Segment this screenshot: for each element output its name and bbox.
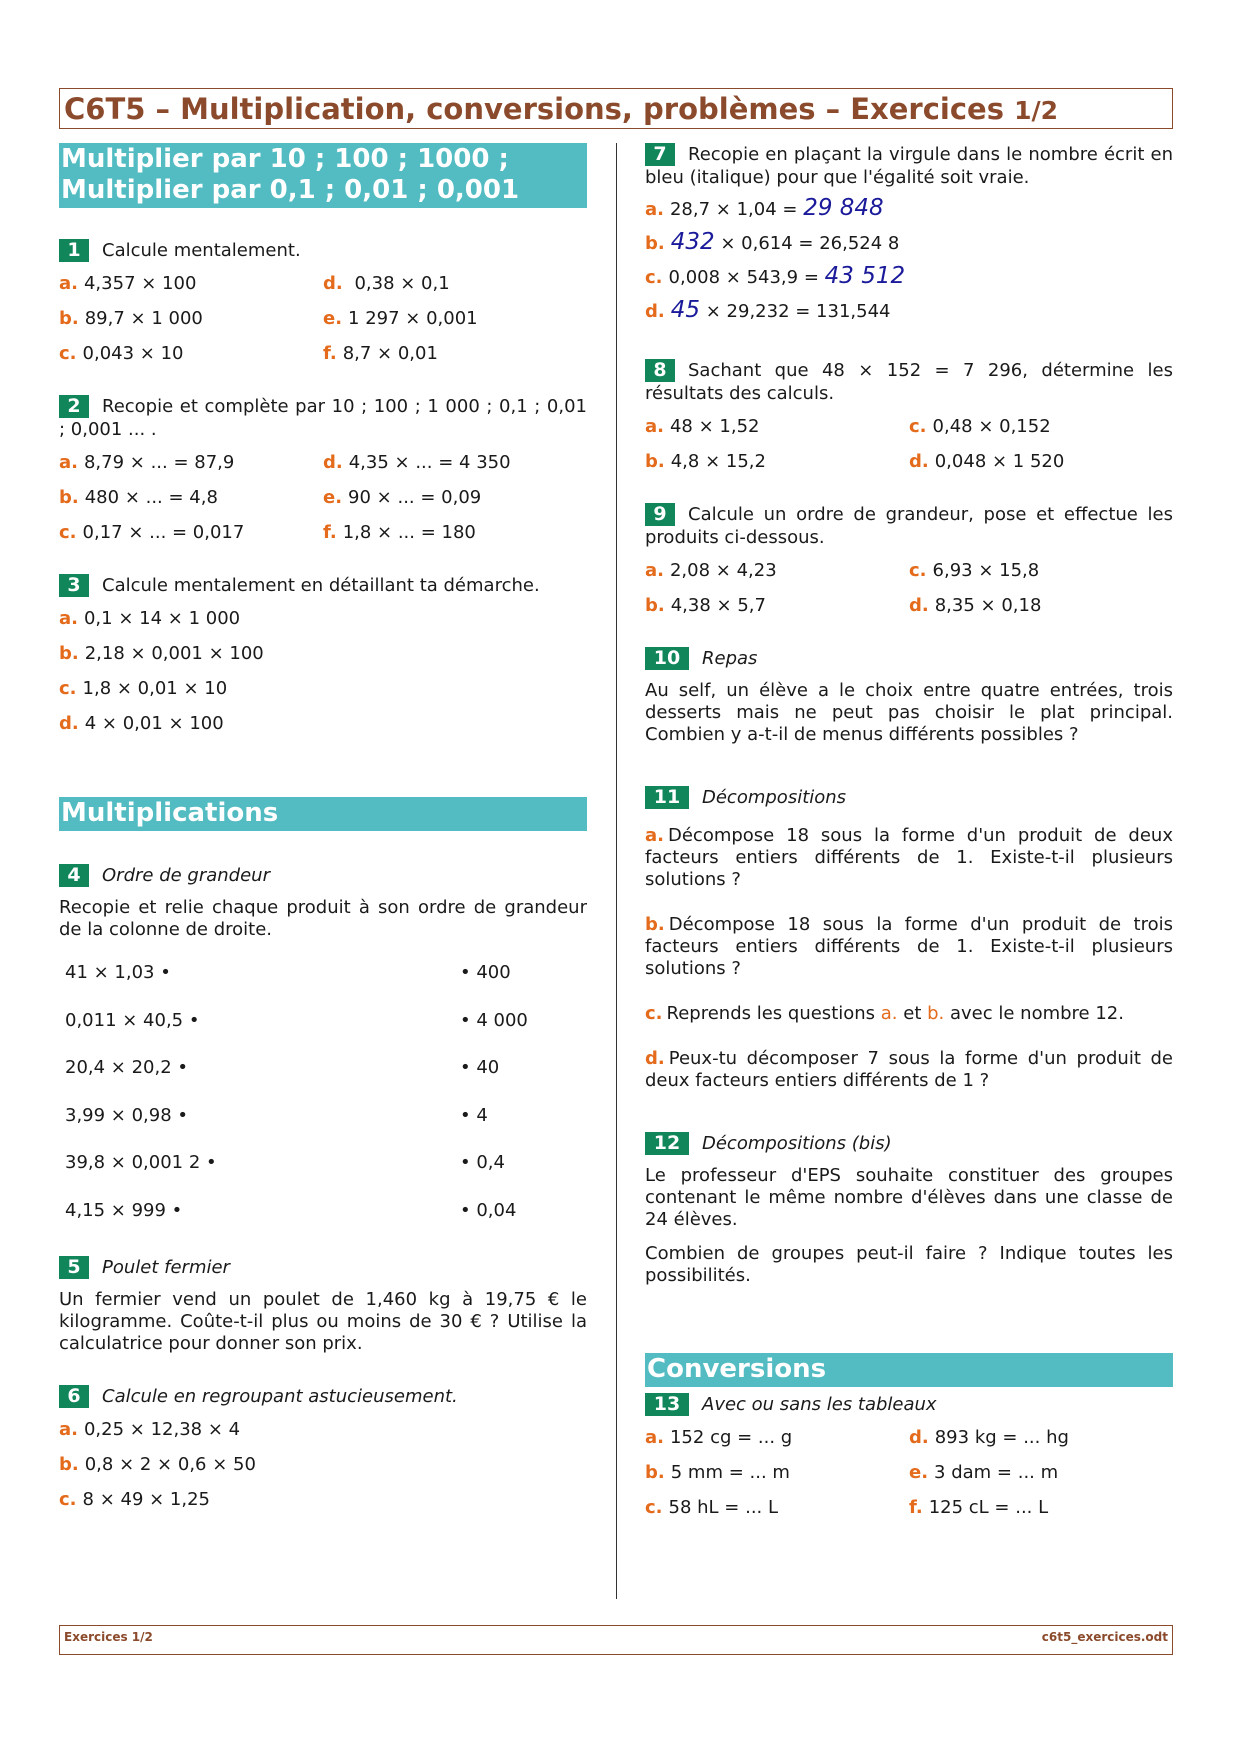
page-title: C6T5 – Multiplication, conversions, problèmes – Exercices 1/2 (64, 92, 1058, 126)
exercise-number: 1 (59, 239, 89, 262)
exercise-question: d. Peux-tu décomposer 7 sous la forme d'un produit de deux facteurs entiers différents de 1 ? (645, 1048, 1173, 1091)
exercise-title: Calcule mentalement en détaillant ta démarche. (102, 575, 540, 596)
list-item: c. 0,008 × 543,9 = 43 512 (645, 263, 906, 289)
exercise-number: 8 (645, 359, 675, 382)
exercise-title: Ordre de grandeur (102, 865, 270, 886)
list-item: a. 8,79 × ... = 87,9 (59, 452, 235, 473)
exercise-title: Décompositions (bis) (702, 1133, 892, 1154)
exercise-text: Recopie et relie chaque produit à son ordre de grandeur de la colonne de droite. (59, 897, 587, 940)
list-item: a. 0,1 × 14 × 1 000 (59, 608, 241, 629)
exercise-number: 2 (59, 395, 89, 418)
exercise-3 (59, 574, 587, 735)
match-left-item: 39,8 × 0,001 2 • (65, 1152, 217, 1173)
list-item: c. 0,043 × 10 (59, 343, 184, 364)
footer-filename: c6t5_exercices.odt (1041, 1630, 1168, 1644)
exercise-text: Combien de groupes peut-il faire ? Indique toutes les possibilités. (645, 1243, 1173, 1286)
exercise-text: Un fermier vend un poulet de 1,460 kg à 19,75 € le kilogramme. Coûte-t-il plus ou moins de 30 € ? Utilise la calculatrice pour donner son prix. (59, 1289, 587, 1354)
match-right-item: • 4 (460, 1105, 488, 1126)
exercise-number: 4 (59, 864, 89, 887)
match-right-item: • 400 (460, 962, 511, 983)
list-item: b. 0,8 × 2 × 0,6 × 50 (59, 1454, 256, 1475)
exercise-title: Poulet fermier (102, 1257, 230, 1278)
list-item: d. 4,35 × ... = 4 350 (323, 452, 511, 473)
exercise-8 (645, 359, 1173, 473)
section-title-multiplier: Multiplier par 10 ; 100 ; 1000 ; Multiplier par 0,1 ; 0,01 ; 0,001 (59, 143, 587, 208)
list-item: f. 125 cL = ... L (909, 1497, 1049, 1518)
exercise-text: Au self, un élève a le choix entre quatre entrées, trois desserts mais ne peut pas choisir le plat principal. Combien y a-t-il de menus différents possibles ? (645, 680, 1173, 745)
list-item: c. 0,17 × ... = 0,017 (59, 522, 245, 543)
list-item: a. 0,25 × 12,38 × 4 (59, 1419, 241, 1440)
list-item: d. 8,35 × 0,18 (909, 595, 1042, 616)
exercise-title: Calcule en regroupant astucieusement. (102, 1386, 458, 1407)
right-column (645, 143, 1173, 1519)
list-item: b. 480 × ... = 4,8 (59, 487, 218, 508)
match-left-item: 0,011 × 40,5 • (65, 1010, 200, 1031)
exercise-title: Avec ou sans les tableaux (702, 1394, 937, 1415)
match-left-item: 3,99 × 0,98 • (65, 1105, 189, 1126)
exercise-title: Recopie et complète par 10 ; 100 ; 1 000 ; 0,1 ; 0,01 ; 0,001 ... . (59, 396, 587, 440)
page-footer (59, 1625, 1173, 1655)
exercise-2 (59, 395, 587, 544)
exercise-number: 12 (645, 1132, 689, 1155)
exercise-5 (59, 1256, 587, 1355)
list-item: e. 90 × ... = 0,09 (323, 487, 482, 508)
exercise-number: 9 (645, 503, 675, 526)
match-left-item: 20,4 × 20,2 • (65, 1057, 189, 1078)
exercise-4 (59, 864, 587, 1221)
exercise-number: 6 (59, 1385, 89, 1408)
list-item: d. 893 kg = ... hg (909, 1427, 1069, 1448)
exercise-11 (645, 786, 1173, 1092)
exercise-9 (645, 503, 1173, 617)
exercise-number: 7 (645, 143, 675, 166)
footer-left: Exercices 1/2 (64, 1630, 153, 1644)
section-title-multiplications: Multiplications (59, 797, 587, 831)
exercise-6 (59, 1385, 587, 1511)
list-item: a. 28,7 × 1,04 = 29 848 (645, 195, 884, 221)
list-item: c. 6,93 × 15,8 (909, 560, 1040, 581)
list-item: b. 432 × 0,614 = 26,524 8 (645, 229, 900, 255)
list-item: d. 4 × 0,01 × 100 (59, 713, 224, 734)
list-item: d. 0,048 × 1 520 (909, 451, 1065, 472)
list-item: a. 4,357 × 100 (59, 273, 197, 294)
exercise-number: 5 (59, 1256, 89, 1279)
exercise-title: Calcule un ordre de grandeur, pose et effectue les produits ci-dessous. (645, 504, 1173, 548)
exercise-question: c. Reprends les questions a. et b. avec le nombre 12. (645, 1003, 1124, 1024)
list-item: c. 0,48 × 0,152 (909, 416, 1051, 437)
exercise-12 (645, 1132, 1173, 1287)
exercise-number: 10 (645, 647, 689, 670)
exercise-title: Calcule mentalement. (102, 240, 301, 261)
match-left-item: 4,15 × 999 • (65, 1200, 183, 1221)
exercise-number: 13 (645, 1393, 689, 1416)
column-divider (616, 143, 617, 1599)
list-item: d. 0,38 × 0,1 (323, 273, 450, 294)
exercise-title: Sachant que 48 × 152 = 7 296, détermine les résultats des calculs. (645, 360, 1173, 404)
match-right-item: • 0,4 (460, 1152, 505, 1173)
list-item: b. 5 mm = ... m (645, 1462, 790, 1483)
exercise-question: b. Décompose 18 sous la forme d'un produit de trois facteurs entiers différents de 1. Existe-t-il plusieurs solutions ? (645, 914, 1173, 979)
list-item: d. 45 × 29,232 = 131,544 (645, 297, 891, 323)
matching-list (59, 947, 587, 1221)
left-column (59, 143, 587, 1511)
match-left-item: 41 × 1,03 • (65, 962, 171, 983)
exercise-10 (645, 647, 1173, 746)
exercise-number: 11 (645, 786, 689, 809)
list-item: c. 8 × 49 × 1,25 (59, 1489, 211, 1510)
section-title-conversions: Conversions (645, 1353, 1173, 1387)
exercise-title: Repas (702, 648, 758, 669)
list-item: a. 48 × 1,52 (645, 416, 760, 437)
exercise-title: Recopie en plaçant la virgule dans le nombre écrit en bleu (italique) pour que l'égalité soit vraie. (645, 144, 1173, 188)
list-item: a. 152 cg = ... g (645, 1427, 793, 1448)
list-item: b. 4,8 × 15,2 (645, 451, 766, 472)
exercise-text: Le professeur d'EPS souhaite constituer des groupes contenant le même nombre d'élèves dans une classe de 24 élèves. (645, 1165, 1173, 1230)
list-item: f. 8,7 × 0,01 (323, 343, 438, 364)
exercise-number: 3 (59, 574, 89, 597)
exercise-13 (645, 1393, 1173, 1519)
list-item: b. 2,18 × 0,001 × 100 (59, 643, 264, 664)
match-right-item: • 4 000 (460, 1010, 528, 1031)
list-item: b. 89,7 × 1 000 (59, 308, 203, 329)
list-item: c. 1,8 × 0,01 × 10 (59, 678, 228, 699)
page-header (59, 88, 1173, 129)
exercise-7 (645, 143, 1173, 323)
exercise-question: a. Décompose 18 sous la forme d'un produit de deux facteurs entiers différents de 1. Existe-t-il plusieurs solutions ? (645, 825, 1173, 890)
exercise-1 (59, 239, 587, 365)
list-item: e. 1 297 × 0,001 (323, 308, 478, 329)
exercise-title: Décompositions (702, 787, 847, 808)
list-item: e. 3 dam = ... m (909, 1462, 1059, 1483)
list-item: a. 2,08 × 4,23 (645, 560, 777, 581)
list-item: c. 58 hL = ... L (645, 1497, 779, 1518)
match-right-item: • 0,04 (460, 1200, 517, 1221)
list-item: f. 1,8 × ... = 180 (323, 522, 476, 543)
list-item: b. 4,38 × 5,7 (645, 595, 766, 616)
match-right-item: • 40 (460, 1057, 500, 1078)
